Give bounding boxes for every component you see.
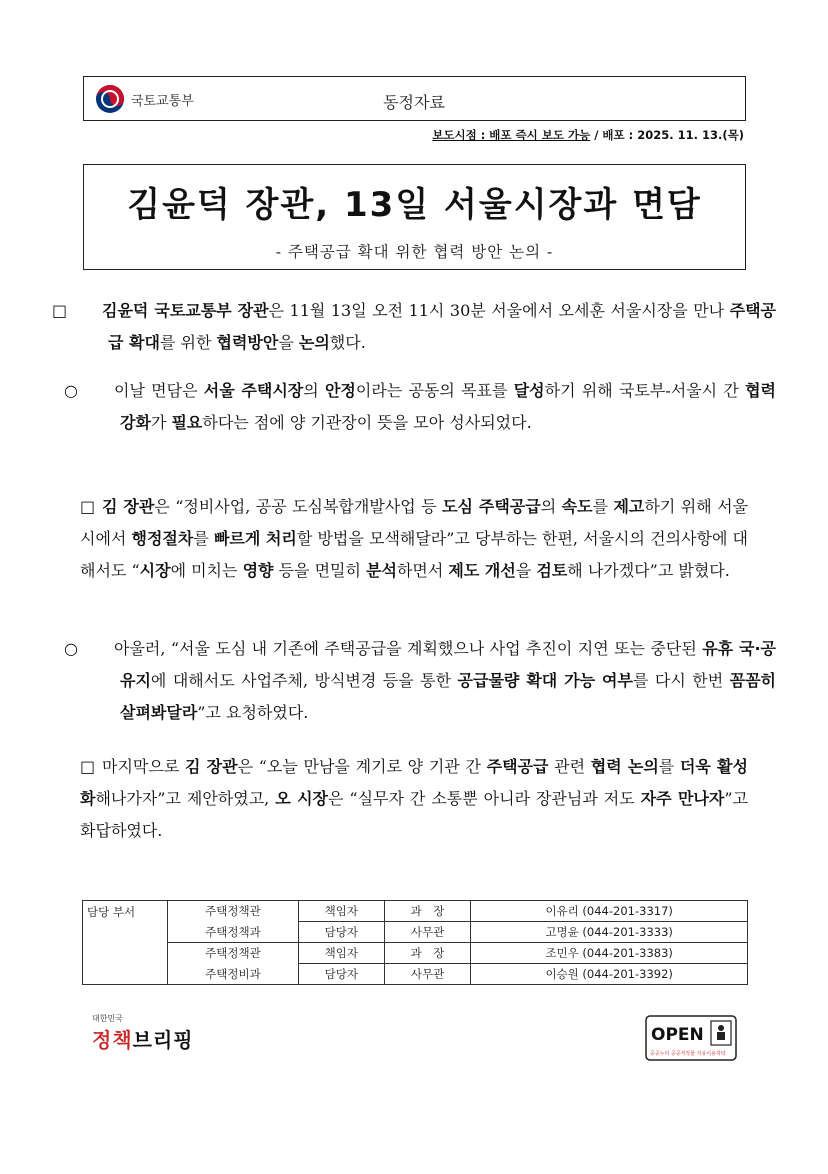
circle-bullet: ○ [64, 639, 78, 658]
contact-table [82, 900, 748, 985]
policy-briefing-logo: 대한민국 정책브리핑 [92, 1014, 194, 1052]
paragraph-3: □ 김 장관은 “정비사업, 공공 도심복합개발사업 등 도심 주택공급의 속도를 제고하기 위해 서울시에서 행정절차를 빠르게 처리할 방법을 모색해달라”고 당부하는 한편, 서울시의 건의사항에 대해서도 “시장에 미치는 영향 등을 면밀히 분석하면서 제도 개선을 검토해 나가겠다”고 밝혔다. [80, 491, 748, 587]
paragraph-5: □ 마지막으로 김 장관은 “오늘 만남을 계기로 양 기관 간 주택공급 관련 협력 논의를 더욱 활성화해나가자”고 제안하였고, 오 시장은 “실무자 간 소통뿐 아니라 장관님과 저도 자주 만나자”고 화답하였다. [80, 751, 748, 847]
page-subtitle: - 주택공급 확대 위한 협력 방안 논의 - [275, 243, 554, 261]
square-bullet: □ [52, 301, 68, 320]
table-row: 주택정비과 담당자 사무관 이승원 (044-201-3392) [83, 964, 748, 985]
paragraph-1: □ 김윤덕 국토교통부 장관은 11월 13일 오전 11시 30분 서울에서 오세훈 서울시장을 만나 주택공급 확대를 위한 협력방안을 논의했다. [80, 295, 776, 359]
doc-type: 동정자료 [383, 93, 445, 112]
distribution-date: 배포 : 2025. 11. 13.(목) [602, 128, 744, 142]
table-row: 주택정책과 담당자 사무관 고명윤 (044-201-3333) [83, 922, 748, 943]
table-row: 담당 부서 주택정책관 책임자 과 장 이유리 (044-201-3317) [83, 901, 748, 922]
release-timing: 보도시점 : 배포 즉시 보도 가능 [432, 128, 591, 142]
release-info: 보도시점 : 배포 즉시 보도 가능 / 배포 : 2025. 11. 13.(목) [432, 128, 744, 142]
page-title: 김윤덕 장관, 13일 서울시장과 면담 [127, 185, 702, 225]
paragraph-4: ○ 아울러, “서울 도심 내 기존에 주택공급을 계획했으나 사업 추진이 지연 또는 중단된 유휴 국·공유지에 대해서도 사업주체, 방식변경 등을 통한 공급물량 확대 가능 여부를 다시 한번 꼼꼼히 살펴봐달라”고 요청하였다. [92, 633, 776, 729]
open-license-icon [645, 1015, 737, 1061]
open-caption: 공공누리 공공저작물 자유이용허락 [650, 1051, 726, 1057]
ministry-name: 국토교통부 [131, 93, 194, 109]
square-bullet: □ [80, 757, 96, 776]
paragraph-2: ○ 이날 면담은 서울 주택시장의 안정이라는 공동의 목표를 달성하기 위해 국토부-서울시 간 협력 강화가 필요하다는 점에 양 기관장이 뜻을 모아 성사되었다. [92, 375, 776, 439]
square-bullet: □ [80, 497, 96, 516]
circle-bullet: ○ [64, 381, 78, 400]
dept-label: 담당 부서 [83, 901, 168, 985]
table-row: 주택정책관 책임자 과 장 조민우 (044-201-3383) [83, 943, 748, 964]
open-label: OPEN [651, 1025, 704, 1045]
